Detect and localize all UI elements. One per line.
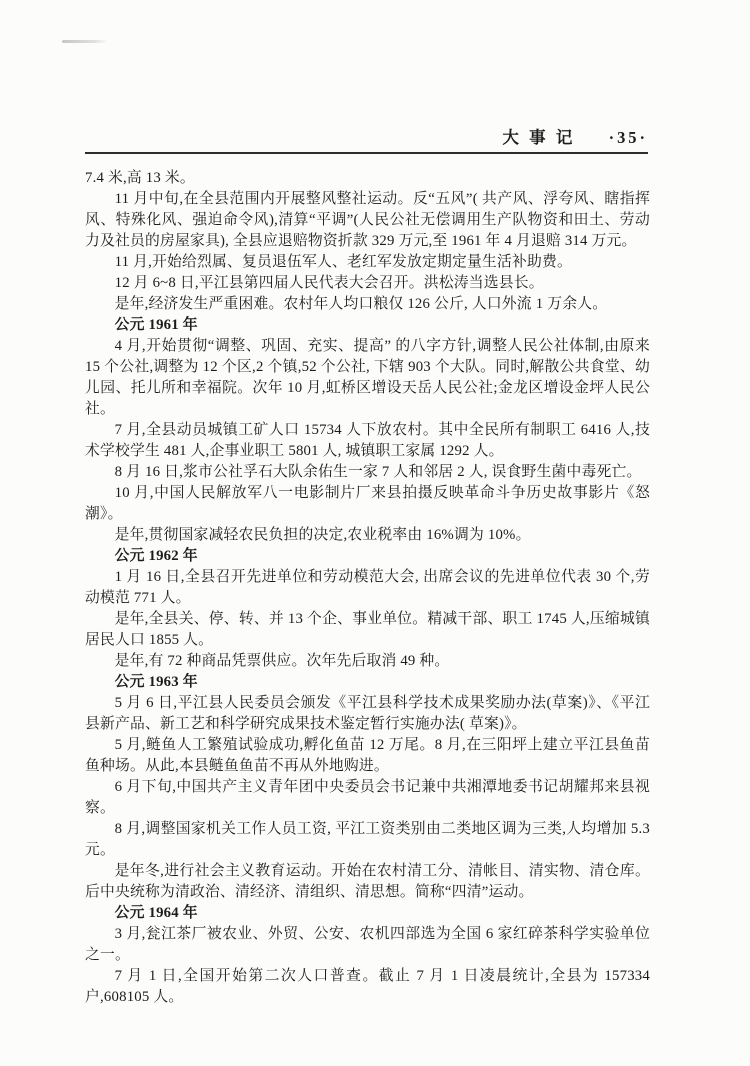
paragraph: 5 月 6 日,平江县人民委员会颁发《平江县科学技术成果奖励办法(草案)》、《平江县新产品、新工艺和科学研究成果技术鉴定暂行实施办法( 草案)》。 [85, 695, 650, 732]
page-body [85, 168, 650, 1008]
paragraph: 7 月 1 日,全国开始第二次人口普查。截止 7 月 1 日凌晨统计,全县为 157334 户,608105 人。 [85, 968, 650, 1005]
paragraph: 8 月 16 日,浆市公社孚石大队余佑生一家 7 人和邻居 2 人, 误食野生菌中毒死亡。 [114, 464, 642, 480]
scan-smudge-mark [62, 40, 108, 43]
paragraph: 是年,贯彻国家减轻农民负担的决定,农业税率由 16%调为 10%。 [114, 527, 531, 543]
paragraph: 7 月,全县动员城镇工矿人口 15734 人下放农村。其中全民所有制职工 6416 人,技术学校学生 481 人,企事业职工 5801 人, 城镇职工家属 1292 人。 [85, 422, 650, 459]
paragraph: 3 月,瓮江茶厂被农业、外贸、公安、农机四部选为全国 6 家红碎茶科学实验单位之一。 [85, 926, 650, 963]
year-heading-1963: 公元 1963 年 [114, 674, 198, 690]
paragraph: 是年,全县关、停、转、并 13 个企、事业单位。精减干部、职工 1745 人,压缩城镇居民人口 1855 人。 [85, 611, 650, 648]
page-number: ·35· [608, 128, 648, 147]
paragraph: 4 月,开始贯彻“调整、巩固、充实、提高” 的八字方针,调整人民公社体制,由原来 15 个公社,调整为 12 个区,2 个镇,52 个公社, 下辖 903 个大队。同时,解散公共食堂、幼儿园、托儿所和幸福院。次年 10 月,虹桥区增设天岳人民公社;金龙区增设金坪人民公社。 [85, 338, 650, 417]
paragraph: 8 月,调整国家机关工作人员工资, 平江工资类别由二类地区调为三类,人均增加 5.3 元。 [85, 821, 650, 858]
paragraph: 11 月,开始给烈属、复员退伍军人、老红军发放定期定量生活补助费。 [114, 254, 572, 270]
paragraph: 是年冬,进行社会主义教育运动。开始在农村清工分、清帐目、清实物、清仓库。后中央统称为清政治、清经济、清组织、清思想。简称“四清”运动。 [85, 863, 650, 900]
year-heading-1964: 公元 1964 年 [114, 905, 198, 921]
paragraph: 11 月中旬,在全县范围内开展整风整社运动。反“五风”( 共产风、浮夸风、瞎指挥风、特殊化风、强迫命令风),清算“平调”(人民公社无偿调用生产队物资和田土、劳动力及社员的房屋家具), 全县应退赔物资折款 329 万元,至 1961 年 4 月退赔 314 万元。 [85, 191, 650, 249]
paragraph: 1 月 16 日,全县召开先进单位和劳动模范大会, 出席会议的先进单位代表 30 个,劳动模范 771 人。 [85, 569, 650, 606]
paragraph: 7.4 米,高 13 米。 [85, 170, 195, 186]
paragraph: 6 月下旬,中国共产主义青年团中央委员会书记兼中共湘潭地委书记胡耀邦来县视察。 [85, 779, 650, 816]
paragraph: 是年,有 72 种商品凭票供应。次年先后取消 49 种。 [114, 653, 450, 669]
paragraph: 是年,经济发生严重困难。农村年人均口粮仅 126 公斤, 人口外流 1 万余人。 [114, 296, 608, 312]
paragraph: 12 月 6~8 日,平江县第四届人民代表大会召开。洪松涛当选县长。 [114, 275, 544, 291]
running-header-title: 大事记 [502, 128, 583, 147]
year-heading-1961: 公元 1961 年 [114, 317, 198, 333]
year-heading-1962: 公元 1962 年 [114, 548, 198, 564]
running-header [85, 128, 648, 148]
paragraph: 10 月,中国人民解放军八一电影制片厂来县拍摄反映革命斗争历史故事影片《怒潮》。 [85, 485, 650, 522]
paragraph: 5 月,鲢鱼人工繁殖试验成功,孵化鱼苗 12 万尾。8 月,在三阳坪上建立平江县鱼苗鱼种场。从此,本县鲢鱼鱼苗不再从外地购进。 [85, 737, 650, 774]
header-rule [85, 152, 648, 154]
